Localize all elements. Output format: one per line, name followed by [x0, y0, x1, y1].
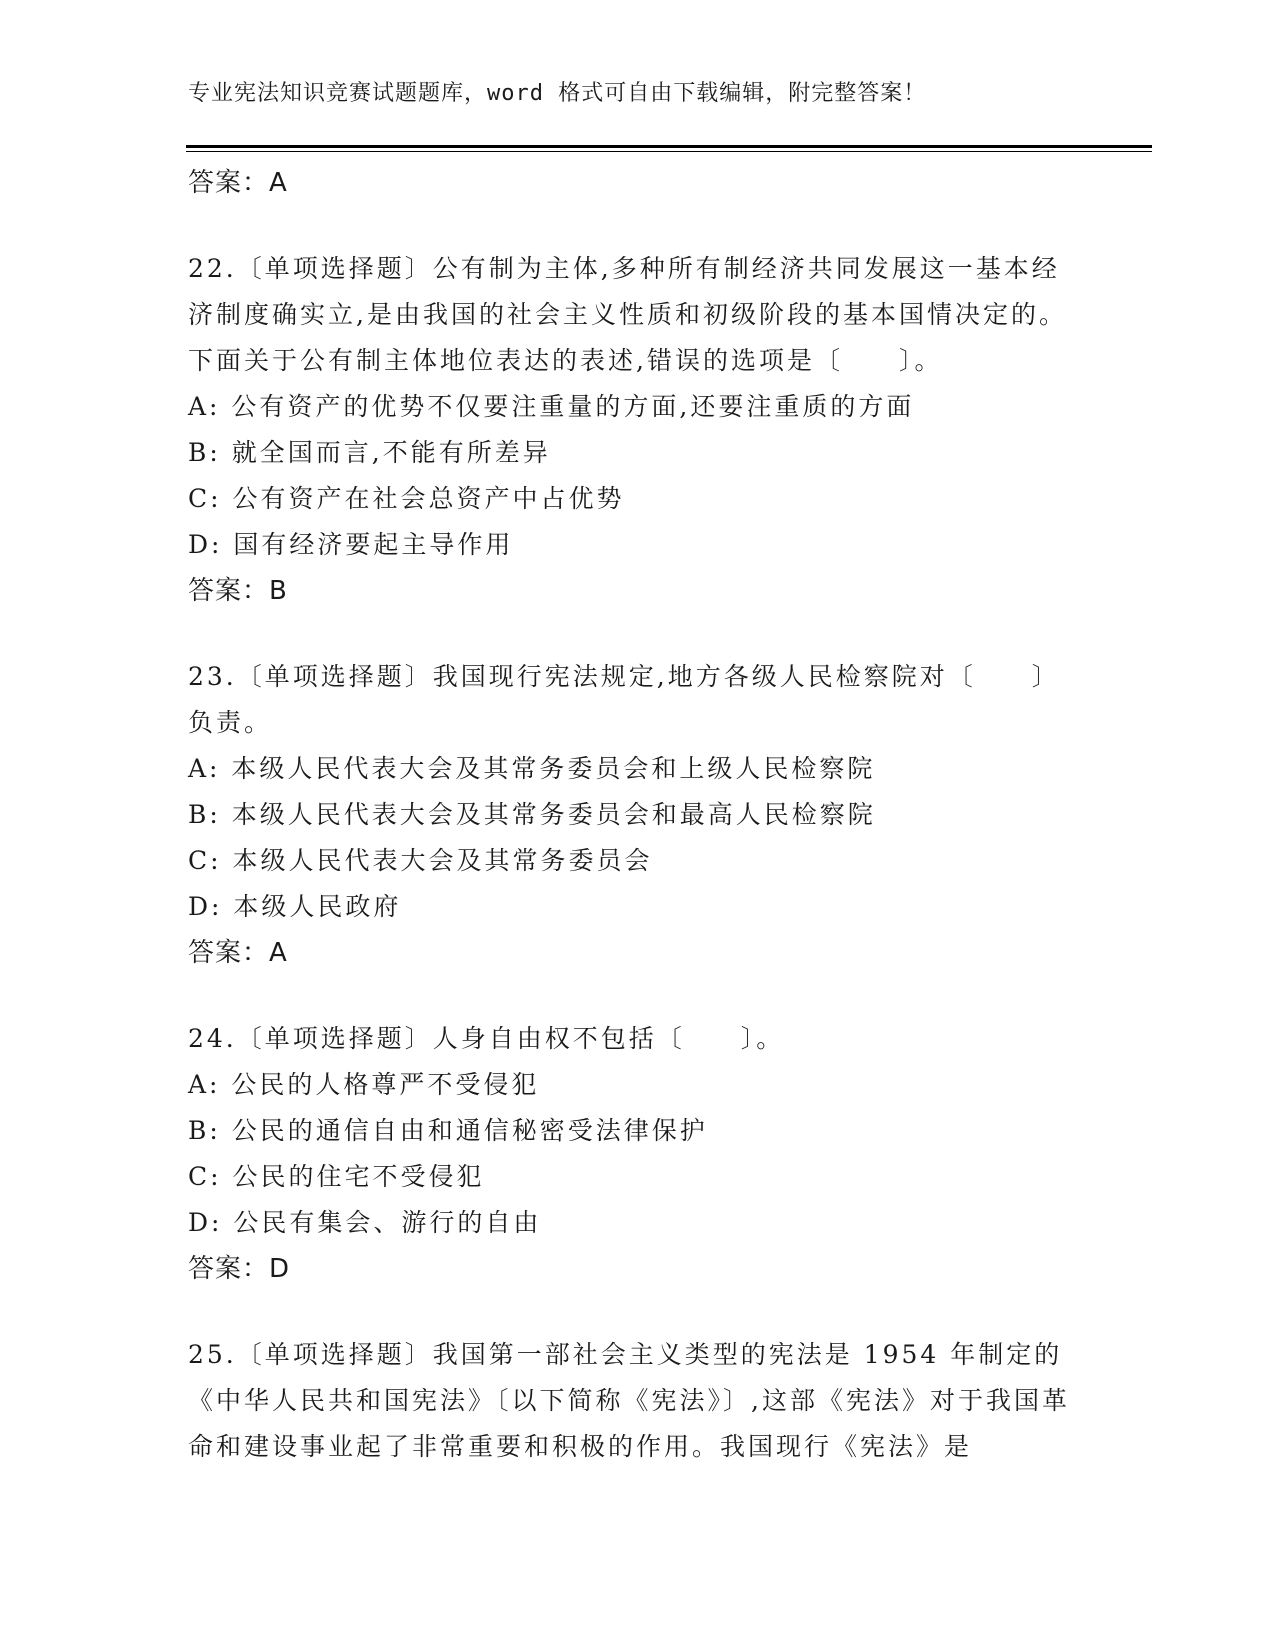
option-b: B: 公民的通信自由和通信秘密受法律保护: [188, 1116, 708, 1145]
question-24: [188, 1016, 1088, 1292]
option-a: A: 公有资产的优势不仅要注重量的方面,还要注重质的方面: [188, 392, 915, 421]
document-body: [188, 160, 1088, 1470]
question-stem: 24.〔单项选择题〕人身自由权不包括〔 〕。: [188, 1024, 785, 1053]
answer-line: 答案：B: [188, 576, 288, 606]
header-rule-thin: [186, 151, 1152, 152]
option-b: B: 就全国而言,不能有所差异: [188, 438, 551, 467]
question-stem: 25.〔单项选择题〕我国第一部社会主义类型的宪法是 1954 年制定的《中华人民共和国宪法》〔以下简称《宪法》〕,这部《宪法》对于我国革命和建设事业起了非常重要和积极的作用。我国现行《宪法》是: [188, 1340, 1070, 1461]
header-note: 专业宪法知识竞赛试题题库，word 格式可自由下载编辑，附完整答案！: [188, 81, 927, 106]
header-rule-thick: [186, 145, 1152, 148]
option-a: A: 本级人民代表大会及其常务委员会和上级人民检察院: [188, 754, 876, 783]
question-stem: 23.〔单项选择题〕我国现行宪法规定,地方各级人民检察院对〔 〕负责。: [188, 662, 1060, 737]
option-d: D: 本级人民政府: [188, 892, 402, 921]
question-stem: 22.〔单项选择题〕公有制为主体,多种所有制经济共同发展这一基本经济制度确实立,是由我国的社会主义性质和初级阶段的基本国情决定的。下面关于公有制主体地位表达的表述,错误的选项是〔 〕。: [188, 254, 1067, 375]
answer-line: 答案：A: [188, 938, 288, 968]
option-d: D: 公民有集会、游行的自由: [188, 1208, 542, 1237]
answer-line: 答案：D: [188, 1254, 291, 1284]
question-23: [188, 654, 1088, 976]
answer-line: 答案：A: [188, 168, 288, 198]
option-c: C: 公民的住宅不受侵犯: [188, 1162, 485, 1191]
option-c: C: 本级人民代表大会及其常务委员会: [188, 846, 653, 875]
option-d: D: 国有经济要起主导作用: [188, 530, 514, 559]
option-b: B: 本级人民代表大会及其常务委员会和最高人民检察院: [188, 800, 876, 829]
question-25: [188, 1332, 1088, 1470]
option-a: A: 公民的人格尊严不受侵犯: [188, 1070, 540, 1099]
option-c: C: 公有资产在社会总资产中占优势: [188, 484, 625, 513]
question-22: [188, 246, 1088, 614]
